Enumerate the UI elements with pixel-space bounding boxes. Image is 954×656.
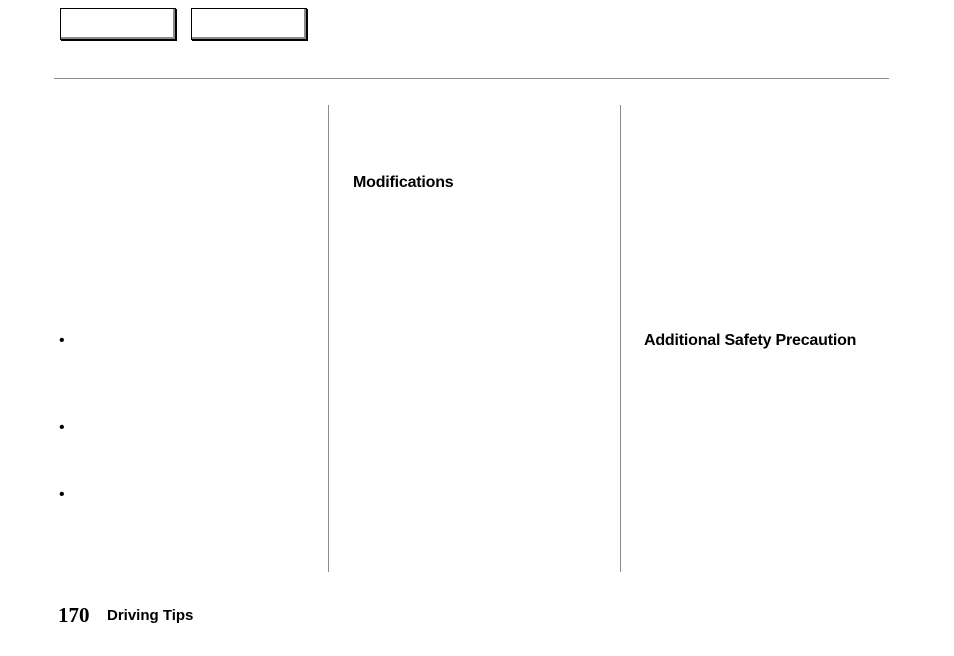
footer-section-title: Driving Tips [107, 607, 194, 624]
nav-button-previous[interactable] [60, 8, 176, 40]
page-number: 170 [58, 603, 90, 627]
nav-button-next[interactable] [191, 8, 307, 40]
section-heading-safety-precaution: Additional Safety Precaution [644, 332, 857, 349]
bullet-marker: • [59, 486, 65, 503]
bullet-marker: • [59, 419, 65, 436]
column-divider-right [620, 105, 621, 572]
header-rule [54, 78, 889, 79]
section-heading-modifications: Modifications [353, 174, 454, 191]
bullet-marker: • [59, 332, 65, 349]
column-divider-left [328, 105, 329, 572]
